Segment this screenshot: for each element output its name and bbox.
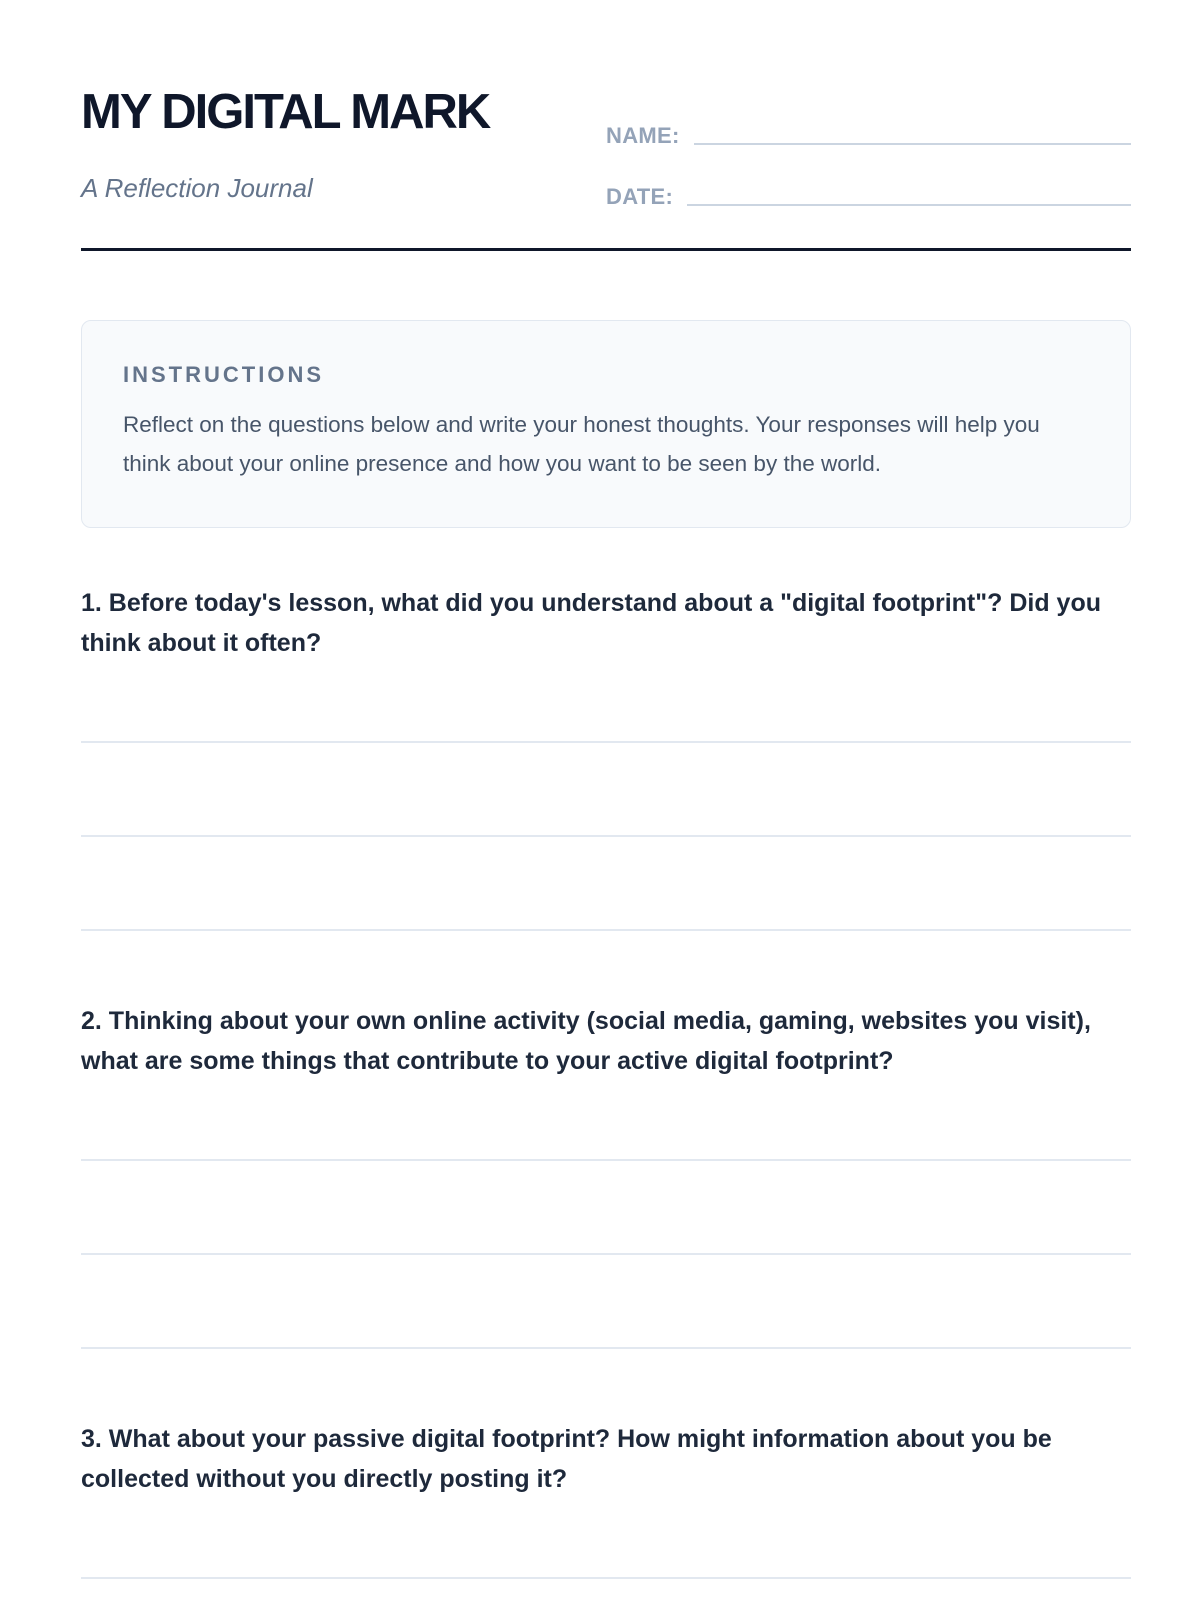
date-field[interactable] [606, 174, 1131, 210]
name-label: NAME: [606, 123, 680, 148]
name-write-line[interactable] [694, 143, 1131, 145]
answer-line[interactable] [81, 1577, 1131, 1579]
answer-line[interactable] [81, 741, 1131, 743]
answer-line[interactable] [81, 1347, 1131, 1349]
page-subtitle: A Reflection Journal [81, 173, 313, 203]
instructions-text: Reflect on the questions below and write your honest thoughts. Your responses will help you think about your online presence and how you want to be seen by the world. [123, 412, 1040, 476]
answer-line[interactable] [81, 1253, 1131, 1255]
date-label: DATE: [606, 184, 674, 209]
name-field[interactable] [606, 113, 1131, 149]
journal-header [81, 0, 1131, 252]
answer-line[interactable] [81, 929, 1131, 931]
instructions-heading: INSTRUCTIONS [123, 362, 324, 387]
question-3-text: 3. What about your passive digital footprint? How might information about you be collected without you directly posting it? [81, 1425, 1052, 1493]
question-3 [81, 1419, 1131, 1499]
reflection-journal-page [81, 0, 1131, 1493]
question-1 [81, 583, 1131, 663]
answer-line[interactable] [81, 835, 1131, 837]
instructions-panel [81, 320, 1131, 528]
question-2 [81, 1001, 1131, 1081]
answer-line[interactable] [81, 1159, 1131, 1161]
header-divider [81, 248, 1131, 251]
page-title: MY DIGITAL MARK [81, 85, 490, 139]
question-1-text: 1. Before today's lesson, what did you understand about a "digital footprint"? Did you think about it often? [81, 589, 1101, 657]
question-2-text: 2. Thinking about your own online activity (social media, gaming, websites you visit), what are some things that contribute to your active digital footprint? [81, 1007, 1091, 1075]
date-write-line[interactable] [687, 204, 1131, 206]
